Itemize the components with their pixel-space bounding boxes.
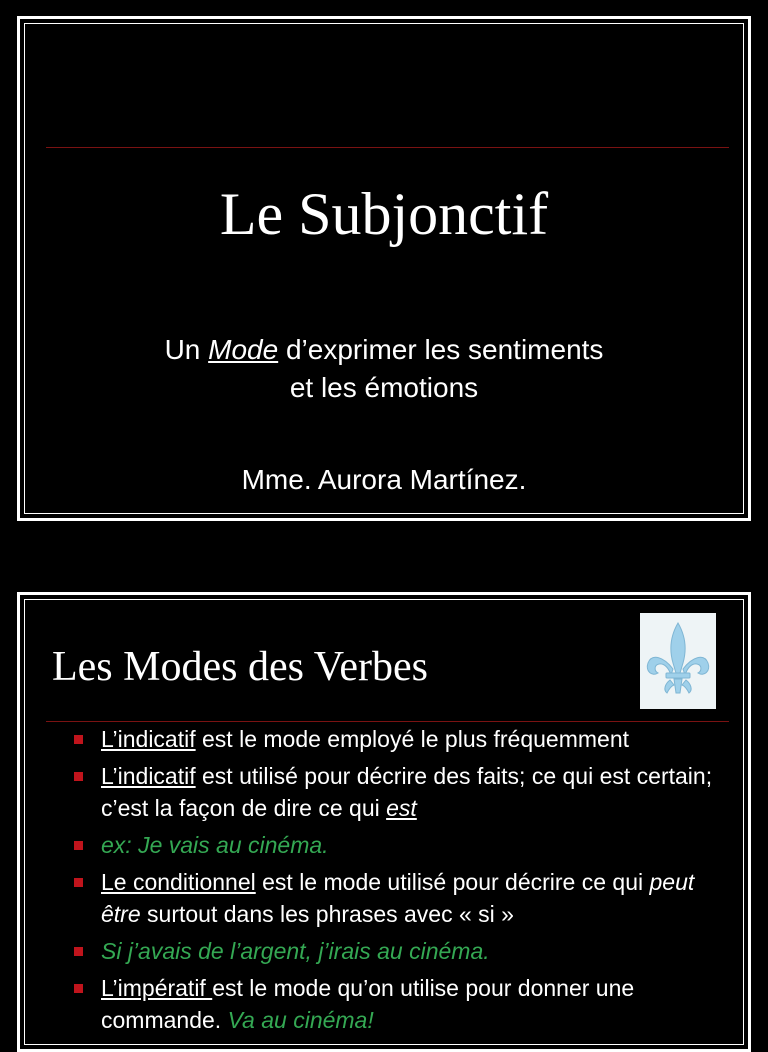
list-item: ex: Je vais au cinéma. — [70, 829, 728, 861]
content-slide — [17, 592, 751, 1052]
bullet-square-icon — [74, 772, 83, 781]
list-item: L’indicatif est le mode employé le plus fréquemment — [70, 723, 728, 755]
fleur-de-lis-icon — [640, 613, 716, 709]
title-rule — [46, 147, 729, 148]
list-item: Si j’avais de l’argent, j’irais au cinéma. — [70, 935, 728, 967]
bullet-square-icon — [74, 735, 83, 744]
bullet-list — [70, 723, 728, 1041]
slide-title: Le Subjonctif — [219, 181, 549, 247]
bullet-square-icon — [74, 947, 83, 956]
bullet-square-icon — [74, 984, 83, 993]
slide-title: Les Modes des Verbes — [52, 644, 428, 690]
bullet-square-icon — [74, 841, 83, 850]
bullet-square-icon — [74, 878, 83, 887]
author-name: Mme. Aurora Martínez. — [241, 464, 527, 495]
title-rule — [46, 721, 729, 722]
title-slide — [17, 16, 751, 521]
slide-subtitle: Un Mode d’exprimer les sentiments et les émotions — [164, 334, 604, 403]
mode-word: Mode — [208, 334, 279, 365]
list-item: L’impératif est le mode qu’on utilise pour donner une commande. Va au cinéma! — [70, 972, 728, 1036]
list-item: L’indicatif est utilisé pour décrire des faits; ce qui est certain; c’est la façon de dire ce qui est — [70, 760, 728, 824]
list-item: Le conditionnel est le mode utilisé pour décrire ce qui peut être surtout dans les phrases avec « si » — [70, 866, 728, 930]
slide-inner-frame — [24, 23, 744, 514]
